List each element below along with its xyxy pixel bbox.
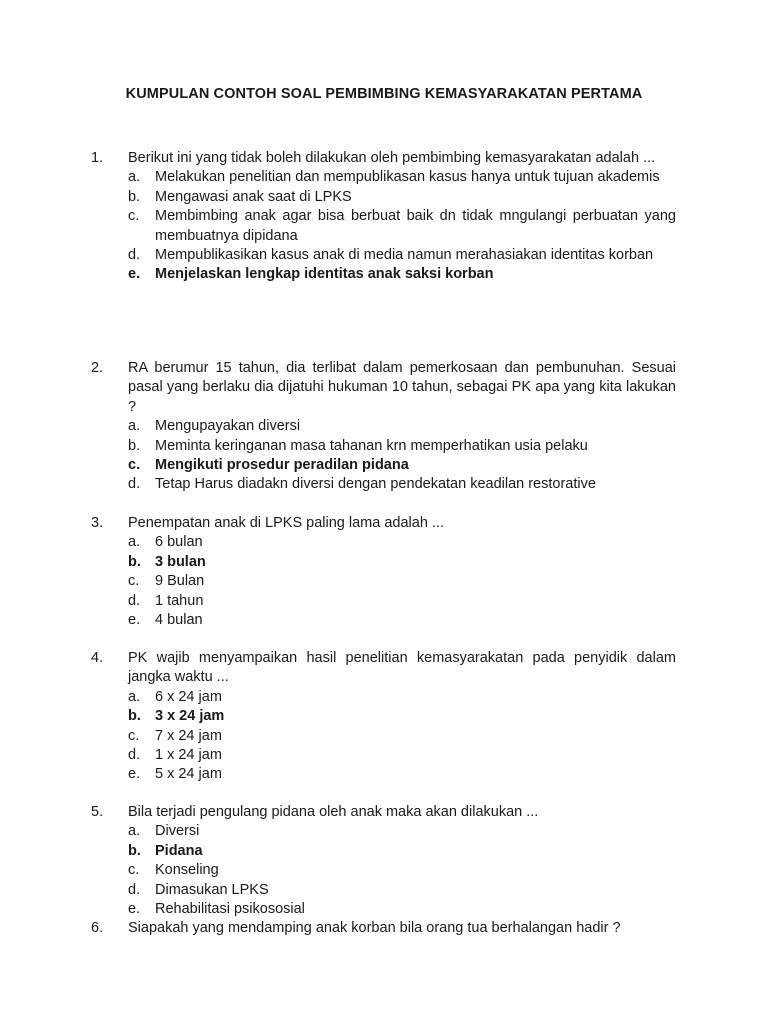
option-item <box>128 727 676 746</box>
option-item <box>128 188 676 207</box>
option-letter: d. <box>128 476 141 493</box>
option-item <box>128 611 676 630</box>
option-item <box>128 822 676 841</box>
option-text: Konseling <box>155 862 219 879</box>
option-text: 4 bulan <box>155 612 203 629</box>
option-item <box>128 688 676 707</box>
question-number: 2. <box>91 360 104 376</box>
option-letter: c. <box>128 573 140 590</box>
option-item-answer <box>128 707 676 726</box>
option-letter: a. <box>128 688 141 705</box>
option-letter: e. <box>128 766 141 783</box>
option-letter: e. <box>128 901 141 918</box>
question-3 <box>0 514 768 630</box>
option-text: 3 bulan <box>155 553 206 570</box>
option-text: 5 x 24 jam <box>155 766 222 783</box>
question-text: Berikut ini yang tidak boleh dilakukan oleh pembimbing kemasyarakatan adalah ... <box>128 150 656 166</box>
option-letter: c. <box>128 727 140 744</box>
question-number: 4. <box>91 650 104 666</box>
option-letter: d. <box>128 247 141 264</box>
option-letter: a. <box>128 823 141 840</box>
option-letter: d. <box>128 881 141 898</box>
option-item <box>128 533 676 552</box>
option-letter: a. <box>128 534 141 551</box>
option-item <box>128 168 676 187</box>
question-number: 1. <box>91 150 104 166</box>
option-text: Dimasukan LPKS <box>155 881 269 898</box>
option-item <box>128 765 676 784</box>
option-letter: a. <box>128 418 141 435</box>
option-item <box>128 592 676 611</box>
option-item <box>128 207 676 246</box>
option-text: Pidana <box>155 842 203 859</box>
option-list <box>0 688 768 785</box>
option-letter: c. <box>128 208 140 225</box>
question-text: RA berumur 15 tahun, dia terlibat dalam pemerkosaan dan pembunuhan. Sesuai pasal yang berlaku dia dijatuhi hukuman 10 tahun, sebagai PK apa yang kita lakukan ? <box>128 360 676 415</box>
question-6 <box>0 919 768 938</box>
option-letter: e. <box>128 266 141 283</box>
question-2 <box>0 359 768 495</box>
option-letter: a. <box>128 169 141 186</box>
option-letter: b. <box>128 708 141 725</box>
option-letter: b. <box>128 437 141 454</box>
option-letter: e. <box>128 612 141 629</box>
option-text: Mengawasi anak saat di LPKS <box>155 188 352 205</box>
question-number: 3. <box>91 515 104 531</box>
option-item-answer <box>128 265 676 284</box>
question-text: Bila terjadi pengulang pidana oleh anak maka akan dilakukan ... <box>128 804 539 820</box>
option-text: 6 x 24 jam <box>155 688 222 705</box>
option-text: 6 bulan <box>155 534 203 551</box>
option-item <box>128 861 676 880</box>
option-letter: b. <box>128 842 141 859</box>
option-item <box>128 417 676 436</box>
option-item <box>128 572 676 591</box>
question-5 <box>0 803 768 919</box>
option-item-answer <box>128 456 676 475</box>
option-text: Membimbing anak agar bisa berbuat baik dn tidak mngulangi perbuatan yang membuatnya dipidana <box>155 208 676 244</box>
question-1 <box>0 149 768 285</box>
option-text: 9 Bulan <box>155 573 205 590</box>
question-number: 6. <box>91 920 104 936</box>
option-text: 1 x 24 jam <box>155 747 222 764</box>
option-text: 1 tahun <box>155 592 204 609</box>
option-letter: c. <box>128 862 140 879</box>
option-item <box>128 246 676 265</box>
option-text: Menjelaskan lengkap identitas anak saksi korban <box>155 266 494 283</box>
option-list <box>0 168 768 284</box>
option-letter: d. <box>128 592 141 609</box>
option-list <box>0 417 768 495</box>
option-text: Mempublikasikan kasus anak di media namun merahasiakan identitas korban <box>155 247 654 264</box>
option-item <box>128 475 676 494</box>
option-letter: c. <box>128 457 141 474</box>
question-text: PK wajib menyampaikan hasil penelitian kemasyarakatan pada penyidik dalam jangka waktu ... <box>128 650 676 686</box>
option-text: Rehabilitasi psikososial <box>155 901 305 918</box>
question-text: Penempatan anak di LPKS paling lama adalah ... <box>128 515 444 531</box>
option-list <box>0 822 768 919</box>
option-text: Meminta keringanan masa tahanan krn memperhatikan usia pelaku <box>155 437 588 454</box>
option-text: Melakukan penelitian dan mempublikasan kasus hanya untuk tujuan akademis <box>155 169 660 186</box>
option-list <box>0 533 768 630</box>
option-text: 7 x 24 jam <box>155 727 222 744</box>
option-item <box>128 437 676 456</box>
option-text: Diversi <box>155 823 200 840</box>
option-item <box>128 881 676 900</box>
document-title: KUMPULAN CONTOH SOAL PEMBIMBING KEMASYARAKATAN PERTAMA <box>125 86 643 102</box>
option-letter: b. <box>128 188 141 205</box>
option-item <box>128 900 676 919</box>
option-item-answer <box>128 553 676 572</box>
option-letter: d. <box>128 747 141 764</box>
option-text: Mengupayakan diversi <box>155 418 301 435</box>
question-number: 5. <box>91 804 104 820</box>
question-4 <box>0 649 768 785</box>
question-text: Siapakah yang mendamping anak korban bila orang tua berhalangan hadir ? <box>128 920 621 936</box>
option-text: Tetap Harus diadakn diversi dengan pendekatan keadilan restorative <box>155 476 596 493</box>
option-text: 3 x 24 jam <box>155 708 225 725</box>
option-item <box>128 746 676 765</box>
option-text: Mengikuti prosedur peradilan pidana <box>155 457 409 474</box>
option-letter: b. <box>128 553 141 570</box>
option-item-answer <box>128 842 676 861</box>
